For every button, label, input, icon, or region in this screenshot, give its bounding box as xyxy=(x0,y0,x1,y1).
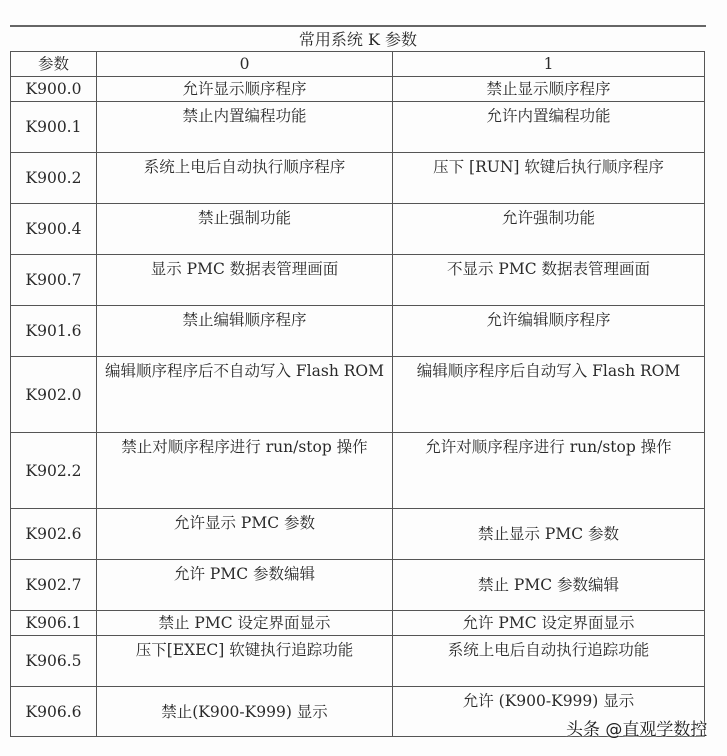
value-0-description: 允许显示 PMC 参数 xyxy=(97,509,393,560)
value-0-description: 禁止内置编程功能 xyxy=(97,102,393,153)
param-key: K900.1 xyxy=(11,102,97,153)
table-row xyxy=(11,204,705,255)
value-1-description: 允许 PMC 设定界面显示 xyxy=(393,611,705,636)
value-1-description: 不显示 PMC 数据表管理画面 xyxy=(393,255,705,306)
value-1-description: 系统上电后自动执行追踪功能 xyxy=(393,636,705,687)
value-0-description: 禁止 PMC 设定界面显示 xyxy=(97,611,393,636)
value-0-description: 编辑顺序程序后不自动写入 Flash ROM xyxy=(97,357,393,433)
table-row xyxy=(11,611,705,636)
header-row xyxy=(11,52,705,77)
watermark: 头条 @直观学数控 xyxy=(566,720,708,740)
param-key: K902.2 xyxy=(11,433,97,509)
value-1-description: 允许内置编程功能 xyxy=(393,102,705,153)
header-value-1: 1 xyxy=(393,52,705,77)
value-0-description: 禁止(K900-K999) 显示 xyxy=(97,687,393,737)
param-key: K906.6 xyxy=(11,687,97,737)
table-row xyxy=(11,509,705,560)
table-title: 常用系统 K 参数 xyxy=(10,25,706,53)
value-1-description: 压下 [RUN] 软键后执行顺序程序 xyxy=(393,153,705,204)
value-1-description: 允许编辑顺序程序 xyxy=(393,306,705,357)
value-0-description: 禁止强制功能 xyxy=(97,204,393,255)
table-row xyxy=(11,357,705,433)
value-1-description: 允许对顺序程序进行 run/stop 操作 xyxy=(393,433,705,509)
table-row xyxy=(11,102,705,153)
param-key: K900.7 xyxy=(11,255,97,306)
param-key: K906.1 xyxy=(11,611,97,636)
header-value-0: 0 xyxy=(97,52,393,77)
value-1-description: 允许 (K900-K999) 显示 xyxy=(393,687,705,737)
value-0-description: 系统上电后自动执行顺序程序 xyxy=(97,153,393,204)
param-key: K906.5 xyxy=(11,636,97,687)
parameter-grid xyxy=(10,51,705,737)
value-1-description: 允许强制功能 xyxy=(393,204,705,255)
table-row xyxy=(11,560,705,611)
param-key: K902.0 xyxy=(11,357,97,433)
table-row xyxy=(11,77,705,102)
param-key: K902.7 xyxy=(11,560,97,611)
value-1-description: 禁止 PMC 参数编辑 xyxy=(393,560,705,611)
value-0-description: 允许显示顺序程序 xyxy=(97,77,393,102)
param-key: K901.6 xyxy=(11,306,97,357)
value-1-description: 禁止显示顺序程序 xyxy=(393,77,705,102)
table-row xyxy=(11,306,705,357)
value-0-description: 显示 PMC 数据表管理画面 xyxy=(97,255,393,306)
value-1-description: 禁止显示 PMC 参数 xyxy=(393,509,705,560)
table-row xyxy=(11,636,705,687)
table-row xyxy=(11,433,705,509)
param-key: K900.2 xyxy=(11,153,97,204)
value-1-description: 编辑顺序程序后自动写入 Flash ROM xyxy=(393,357,705,433)
value-0-description: 压下[EXEC] 软键执行追踪功能 xyxy=(97,636,393,687)
value-0-description: 允许 PMC 参数编辑 xyxy=(97,560,393,611)
value-0-description: 禁止编辑顺序程序 xyxy=(97,306,393,357)
value-0-description: 禁止对顺序程序进行 run/stop 操作 xyxy=(97,433,393,509)
param-key: K900.4 xyxy=(11,204,97,255)
header-param: 参数 xyxy=(11,52,97,77)
table-row xyxy=(11,153,705,204)
param-key: K900.0 xyxy=(11,77,97,102)
table-row xyxy=(11,255,705,306)
param-key: K902.6 xyxy=(11,509,97,560)
